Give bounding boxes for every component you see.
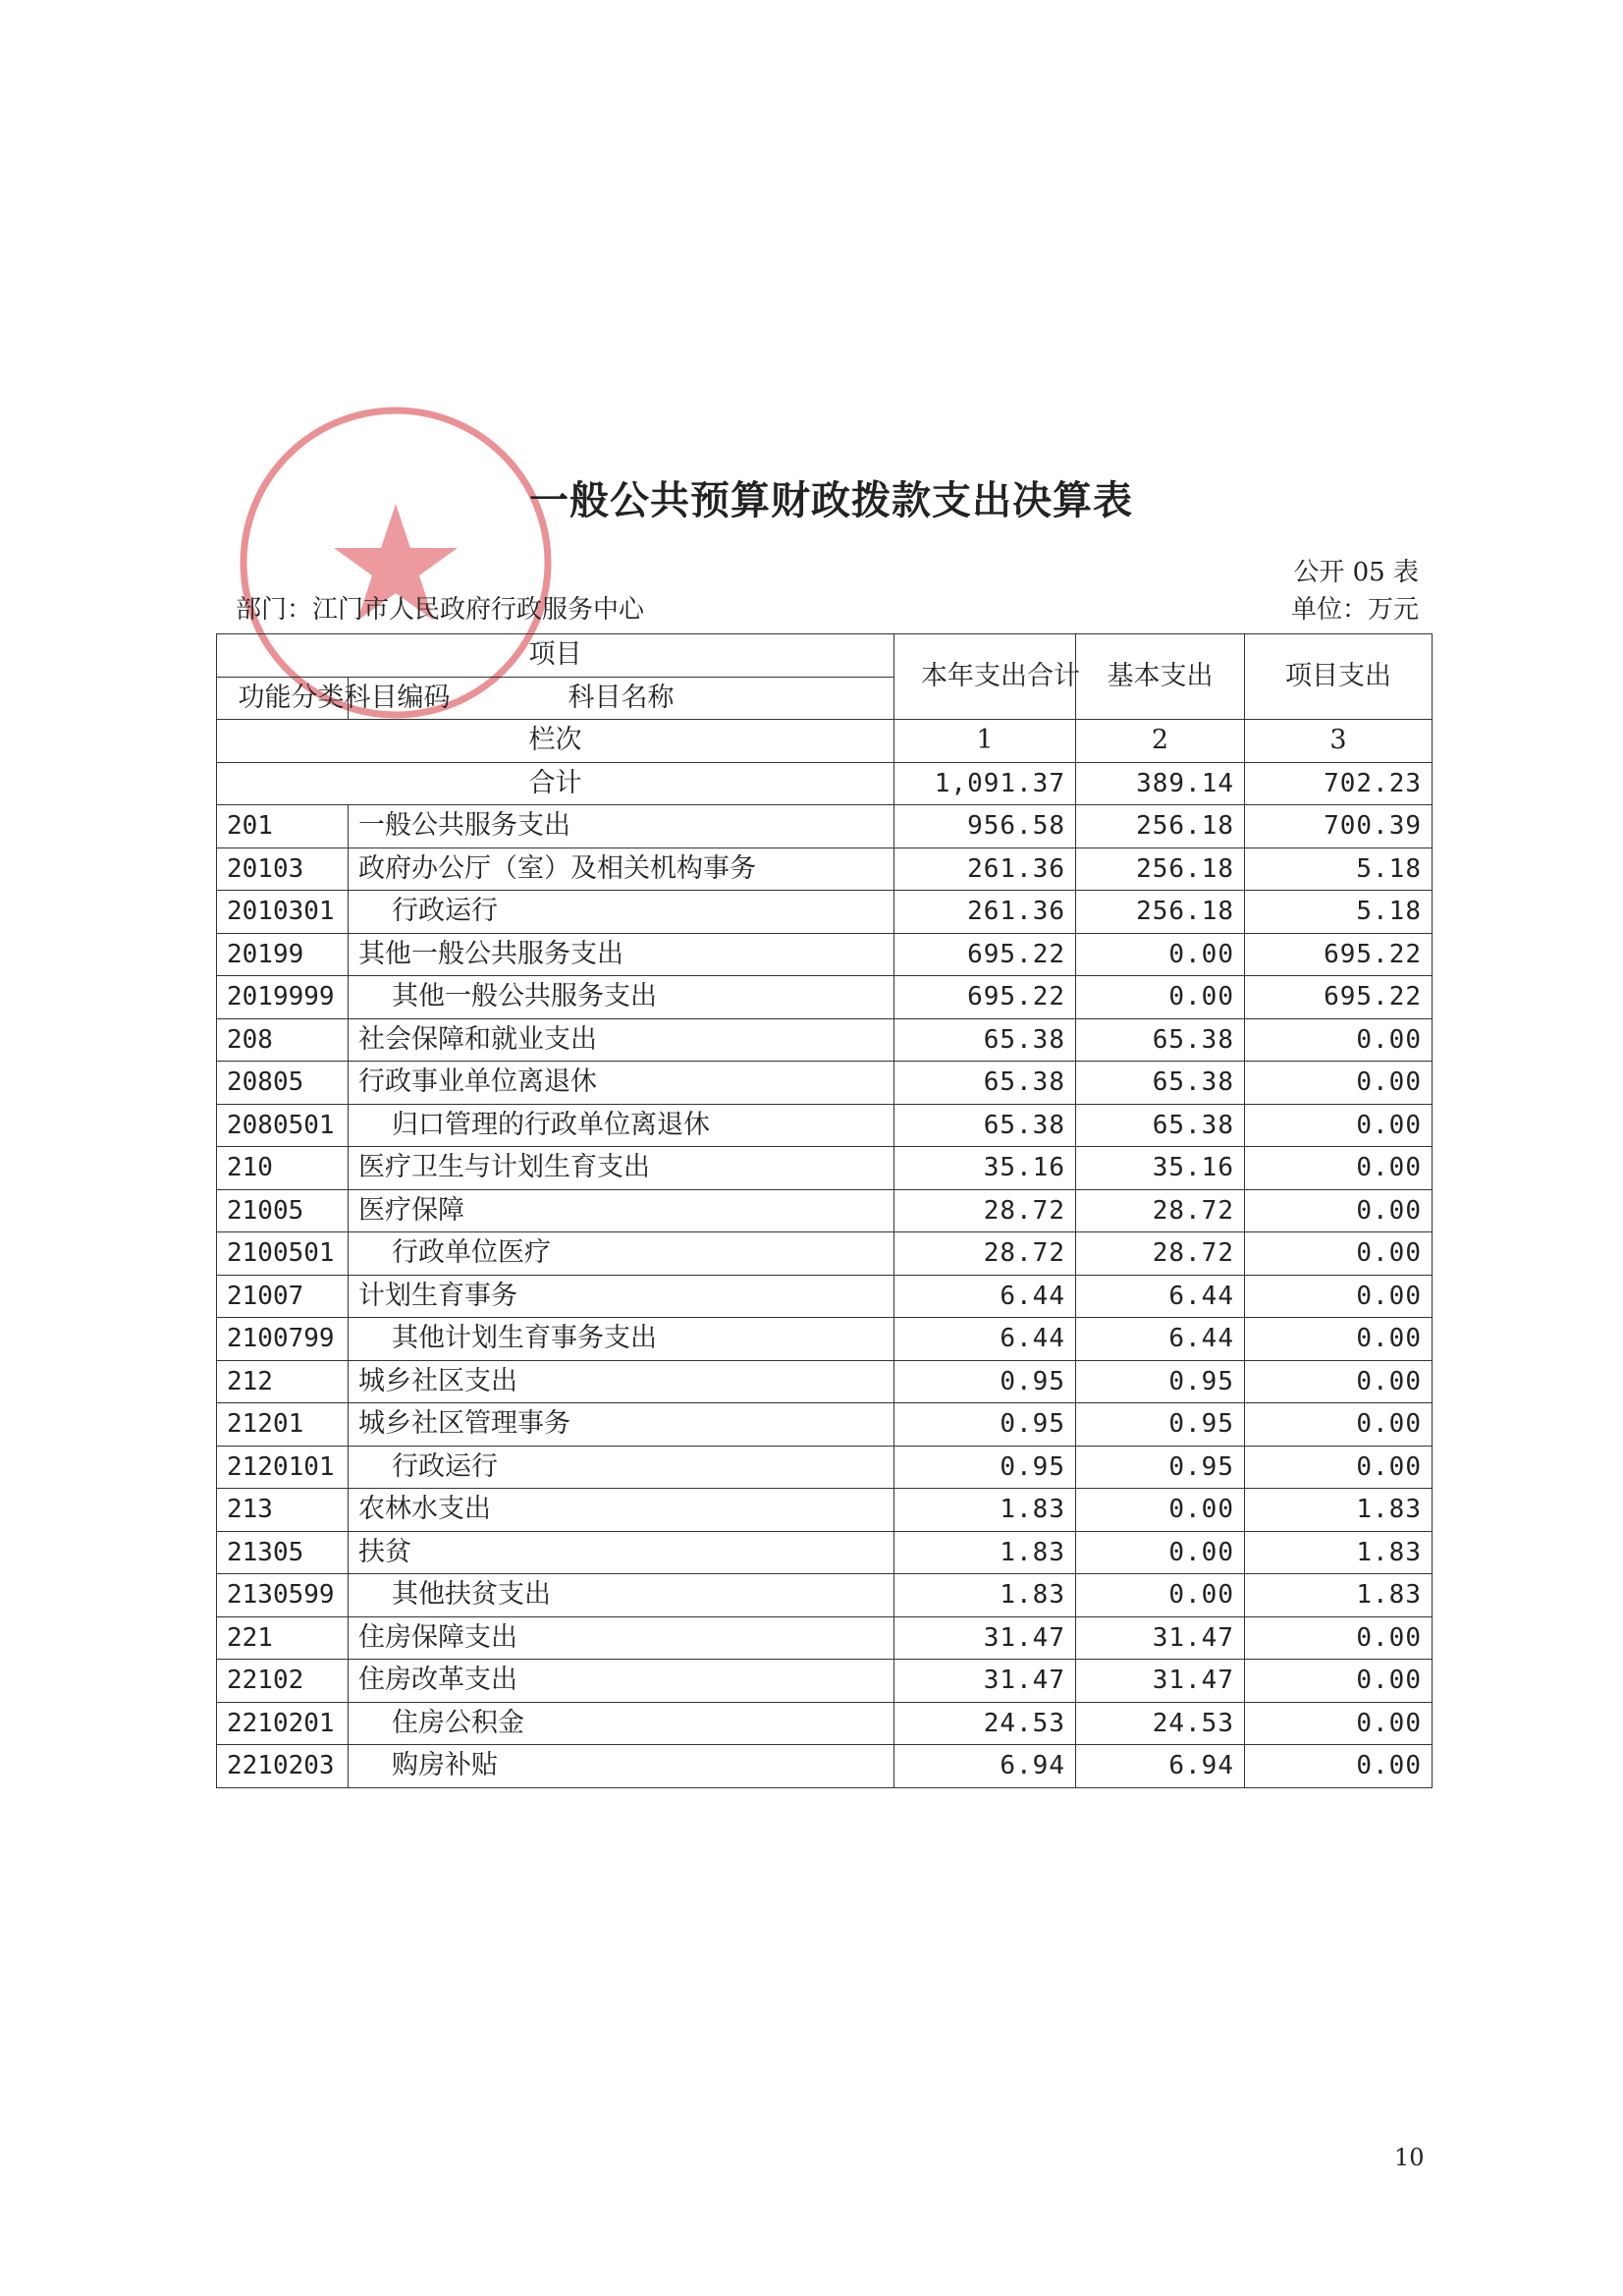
table-row — [217, 1531, 1433, 1574]
row-total-expenditure: 0.95 — [894, 1360, 1076, 1403]
row-name: 归口管理的行政单位离退休 — [349, 1104, 894, 1147]
row-project-expenditure: 695.22 — [1245, 933, 1433, 976]
row-total-expenditure: 695.22 — [894, 976, 1076, 1019]
row-basic-expenditure: 0.00 — [1076, 1489, 1245, 1532]
row-total-expenditure: 261.36 — [894, 847, 1076, 891]
row-name: 行政运行 — [349, 1446, 894, 1489]
form-number: 公开 05 表 — [1293, 558, 1419, 587]
row-code: 2210201 — [217, 1702, 349, 1745]
row-project-expenditure: 1.83 — [1245, 1489, 1433, 1532]
row-name: 农林水支出 — [349, 1489, 894, 1532]
row-basic-expenditure: 24.53 — [1076, 1702, 1245, 1745]
table-row — [217, 1702, 1433, 1745]
row-code: 208 — [217, 1018, 349, 1062]
row-code: 2130599 — [217, 1574, 349, 1617]
row-basic-expenditure: 6.44 — [1076, 1318, 1245, 1361]
row-code: 2080501 — [217, 1104, 349, 1147]
row-code: 212 — [217, 1360, 349, 1403]
total-row — [217, 762, 1433, 805]
row-code: 201 — [217, 805, 349, 848]
table-row — [217, 1147, 1433, 1190]
row-project-expenditure: 0.00 — [1245, 1446, 1433, 1489]
row-code: 213 — [217, 1489, 349, 1532]
column-index-label: 栏次 — [217, 720, 894, 763]
row-name: 行政单位医疗 — [349, 1232, 894, 1276]
row-total-expenditure: 65.38 — [894, 1062, 1076, 1105]
total-value-3: 702.23 — [1245, 762, 1433, 805]
row-project-expenditure: 0.00 — [1245, 1147, 1433, 1190]
table-row — [217, 891, 1433, 934]
row-code: 21005 — [217, 1189, 349, 1232]
row-name: 住房改革支出 — [349, 1660, 894, 1703]
row-basic-expenditure: 0.95 — [1076, 1446, 1245, 1489]
row-total-expenditure: 65.38 — [894, 1104, 1076, 1147]
row-name: 政府办公厅（室）及相关机构事务 — [349, 847, 894, 891]
row-total-expenditure: 0.95 — [894, 1403, 1076, 1447]
row-code: 20103 — [217, 847, 349, 891]
table-row — [217, 1574, 1433, 1617]
row-project-expenditure: 695.22 — [1245, 976, 1433, 1019]
row-code: 21007 — [217, 1275, 349, 1318]
table-row — [217, 933, 1433, 976]
row-basic-expenditure: 6.44 — [1076, 1275, 1245, 1318]
table-row — [217, 1403, 1433, 1447]
row-total-expenditure: 31.47 — [894, 1616, 1076, 1660]
total-value-2: 389.14 — [1076, 762, 1245, 805]
row-basic-expenditure: 31.47 — [1076, 1616, 1245, 1660]
row-project-expenditure: 5.18 — [1245, 891, 1433, 934]
column-index-2: 2 — [1076, 720, 1245, 763]
row-basic-expenditure: 65.38 — [1076, 1104, 1245, 1147]
row-total-expenditure: 28.72 — [894, 1232, 1076, 1276]
total-value-1: 1,091.37 — [894, 762, 1076, 805]
page-number: 10 — [1394, 2144, 1425, 2171]
row-total-expenditure: 24.53 — [894, 1702, 1076, 1745]
page-title: 一般公共预算财政拨款支出决算表 — [529, 477, 1133, 523]
header-project-expenditure: 项目支出 — [1245, 634, 1433, 720]
table-row — [217, 1018, 1433, 1062]
row-project-expenditure: 0.00 — [1245, 1360, 1433, 1403]
row-project-expenditure: 0.00 — [1245, 1403, 1433, 1447]
row-code: 21305 — [217, 1531, 349, 1574]
row-code: 22102 — [217, 1660, 349, 1703]
row-total-expenditure: 6.44 — [894, 1275, 1076, 1318]
row-name: 城乡社区支出 — [349, 1360, 894, 1403]
table-row — [217, 847, 1433, 891]
row-total-expenditure: 1.83 — [894, 1531, 1076, 1574]
row-basic-expenditure: 28.72 — [1076, 1232, 1245, 1276]
row-project-expenditure: 0.00 — [1245, 1616, 1433, 1660]
row-total-expenditure: 28.72 — [894, 1189, 1076, 1232]
table-row — [217, 805, 1433, 848]
row-project-expenditure: 0.00 — [1245, 1104, 1433, 1147]
row-name: 住房公积金 — [349, 1702, 894, 1745]
column-index-row — [217, 720, 1433, 763]
row-basic-expenditure: 0.00 — [1076, 976, 1245, 1019]
row-project-expenditure: 5.18 — [1245, 847, 1433, 891]
header-name: 科目名称 — [349, 677, 894, 720]
row-name: 购房补贴 — [349, 1745, 894, 1788]
table-row — [217, 1489, 1433, 1532]
row-project-expenditure: 0.00 — [1245, 1275, 1433, 1318]
row-basic-expenditure: 35.16 — [1076, 1147, 1245, 1190]
row-basic-expenditure: 256.18 — [1076, 891, 1245, 934]
row-basic-expenditure: 0.00 — [1076, 1574, 1245, 1617]
row-name: 行政运行 — [349, 891, 894, 934]
table-row — [217, 976, 1433, 1019]
row-total-expenditure: 0.95 — [894, 1446, 1076, 1489]
table-row — [217, 1062, 1433, 1105]
row-basic-expenditure: 6.94 — [1076, 1745, 1245, 1788]
row-name: 行政事业单位离退休 — [349, 1062, 894, 1105]
row-name: 医疗卫生与计划生育支出 — [349, 1147, 894, 1190]
row-total-expenditure: 35.16 — [894, 1147, 1076, 1190]
table-row — [217, 1616, 1433, 1660]
row-code: 2100501 — [217, 1232, 349, 1276]
row-name: 医疗保障 — [349, 1189, 894, 1232]
row-name: 住房保障支出 — [349, 1616, 894, 1660]
row-project-expenditure: 0.00 — [1245, 1232, 1433, 1276]
row-code: 21201 — [217, 1403, 349, 1447]
row-total-expenditure: 261.36 — [894, 891, 1076, 934]
row-name: 扶贫 — [349, 1531, 894, 1574]
row-total-expenditure: 695.22 — [894, 933, 1076, 976]
row-basic-expenditure: 0.95 — [1076, 1403, 1245, 1447]
row-code: 210 — [217, 1147, 349, 1190]
row-total-expenditure: 65.38 — [894, 1018, 1076, 1062]
header-code: 功能分类科目编码 — [217, 677, 349, 720]
table-row — [217, 1446, 1433, 1489]
row-project-expenditure: 1.83 — [1245, 1531, 1433, 1574]
row-code: 2019999 — [217, 976, 349, 1019]
column-index-1: 1 — [894, 720, 1076, 763]
row-name: 一般公共服务支出 — [349, 805, 894, 848]
unit-label: 单位：万元 — [1290, 595, 1419, 625]
row-total-expenditure: 31.47 — [894, 1660, 1076, 1703]
row-basic-expenditure: 65.38 — [1076, 1062, 1245, 1105]
row-code: 221 — [217, 1616, 349, 1660]
row-total-expenditure: 956.58 — [894, 805, 1076, 848]
row-project-expenditure: 0.00 — [1245, 1702, 1433, 1745]
row-basic-expenditure: 256.18 — [1076, 847, 1245, 891]
expenditure-table — [216, 633, 1433, 1788]
row-project-expenditure: 700.39 — [1245, 805, 1433, 848]
row-total-expenditure: 6.44 — [894, 1318, 1076, 1361]
table-row — [217, 1660, 1433, 1703]
row-total-expenditure: 1.83 — [894, 1574, 1076, 1617]
row-basic-expenditure: 65.38 — [1076, 1018, 1245, 1062]
table-row — [217, 1318, 1433, 1361]
table-row — [217, 1104, 1433, 1147]
row-name: 其他一般公共服务支出 — [349, 976, 894, 1019]
row-name: 其他扶贫支出 — [349, 1574, 894, 1617]
header-total-expenditure: 本年支出合计 — [894, 634, 1076, 720]
row-project-expenditure: 1.83 — [1245, 1574, 1433, 1617]
row-code: 2100799 — [217, 1318, 349, 1361]
header-item: 项目 — [217, 634, 894, 678]
header-basic-expenditure: 基本支出 — [1076, 634, 1245, 720]
row-basic-expenditure: 28.72 — [1076, 1189, 1245, 1232]
row-project-expenditure: 0.00 — [1245, 1062, 1433, 1105]
row-name: 计划生育事务 — [349, 1275, 894, 1318]
row-project-expenditure: 0.00 — [1245, 1018, 1433, 1062]
row-code: 2210203 — [217, 1745, 349, 1788]
row-project-expenditure: 0.00 — [1245, 1660, 1433, 1703]
row-total-expenditure: 1.83 — [894, 1489, 1076, 1532]
row-code: 2010301 — [217, 891, 349, 934]
table-row — [217, 1360, 1433, 1403]
row-name: 其他一般公共服务支出 — [349, 933, 894, 976]
row-project-expenditure: 0.00 — [1245, 1189, 1433, 1232]
table-row — [217, 1275, 1433, 1318]
row-code: 20805 — [217, 1062, 349, 1105]
table-row — [217, 1232, 1433, 1276]
row-name: 城乡社区管理事务 — [349, 1403, 894, 1447]
table-row — [217, 1189, 1433, 1232]
row-basic-expenditure: 256.18 — [1076, 805, 1245, 848]
total-label: 合计 — [217, 762, 894, 805]
row-basic-expenditure: 31.47 — [1076, 1660, 1245, 1703]
column-index-3: 3 — [1245, 720, 1433, 763]
department-label: 部门：江门市人民政府行政服务中心 — [236, 595, 645, 625]
row-project-expenditure: 0.00 — [1245, 1318, 1433, 1361]
table-row — [217, 1745, 1433, 1788]
row-basic-expenditure: 0.00 — [1076, 933, 1245, 976]
row-total-expenditure: 6.94 — [894, 1745, 1076, 1788]
row-code: 20199 — [217, 933, 349, 976]
row-basic-expenditure: 0.95 — [1076, 1360, 1245, 1403]
row-basic-expenditure: 0.00 — [1076, 1531, 1245, 1574]
row-name: 社会保障和就业支出 — [349, 1018, 894, 1062]
row-code: 2120101 — [217, 1446, 349, 1489]
row-name: 其他计划生育事务支出 — [349, 1318, 894, 1361]
row-project-expenditure: 0.00 — [1245, 1745, 1433, 1788]
